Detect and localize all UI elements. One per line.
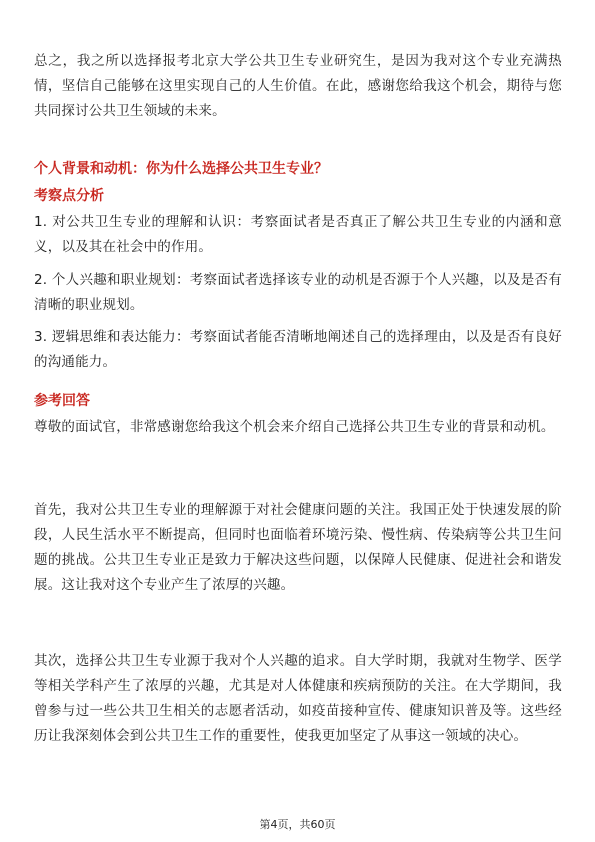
analysis-item-1: 1. 对公共卫生专业的理解和认识：考察面试者是否真正了解公共卫生专业的内涵和意义，以及其在社会中的作用。 xyxy=(34,214,562,255)
answer-paragraph-intro: 尊敬的面试官，非常感谢您给我这个机会来介绍自己选择公共卫生专业的背景和动机。 xyxy=(34,419,555,435)
analysis-item-3: 3. 逻辑思维和表达能力：考察面试者能否清晰地阐述自己的选择理由，以及是否有良好的沟通能力。 xyxy=(34,329,562,370)
question-title: 个人背景和动机：你为什么选择公共卫生专业？ xyxy=(34,161,328,177)
conclusion-paragraph: 总之，我之所以选择报考北京大学公共卫生专业研究生，是因为我对这个专业充满热情，坚信自己能够在这里实现自己的人生价值。在此，感谢您给我这个机会，期待与您共同探讨公共卫生领域的未来。 xyxy=(34,53,562,119)
answer-paragraph-first: 首先，我对公共卫生专业的理解源于对社会健康问题的关注。我国正处于快速发展的阶段，人民生活水平不断提高，但同时也面临着环境污染、慢性病、传染病等公共卫生问题的挑战。公共卫生专业正是致力于解决这些问题，以保障人民健康、促进社会和谐发展。这让我对这个专业产生了浓厚的兴趣。 xyxy=(34,502,562,593)
analysis-heading: 考察点分析 xyxy=(34,188,104,204)
page-footer: 第4页，共60页 xyxy=(259,818,336,831)
answer-heading: 参考回答 xyxy=(34,393,90,409)
analysis-item-2: 2. 个人兴趣和职业规划：考察面试者选择该专业的动机是否源于个人兴趣，以及是否有清晰的职业规划。 xyxy=(34,272,562,313)
answer-paragraph-second: 其次，选择公共卫生专业源于我对个人兴趣的追求。自大学时期，我就对生物学、医学等相关学科产生了浓厚的兴趣，尤其是对人体健康和疾病预防的关注。在大学期间，我曾参与过一些公共卫生相关的志愿者活动，如疫苗接种宣传、健康知识普及等。这些经历让我深刻体会到公共卫生工作的重要性，使我更加坚定了从事这一领域的决心。 xyxy=(34,653,562,744)
